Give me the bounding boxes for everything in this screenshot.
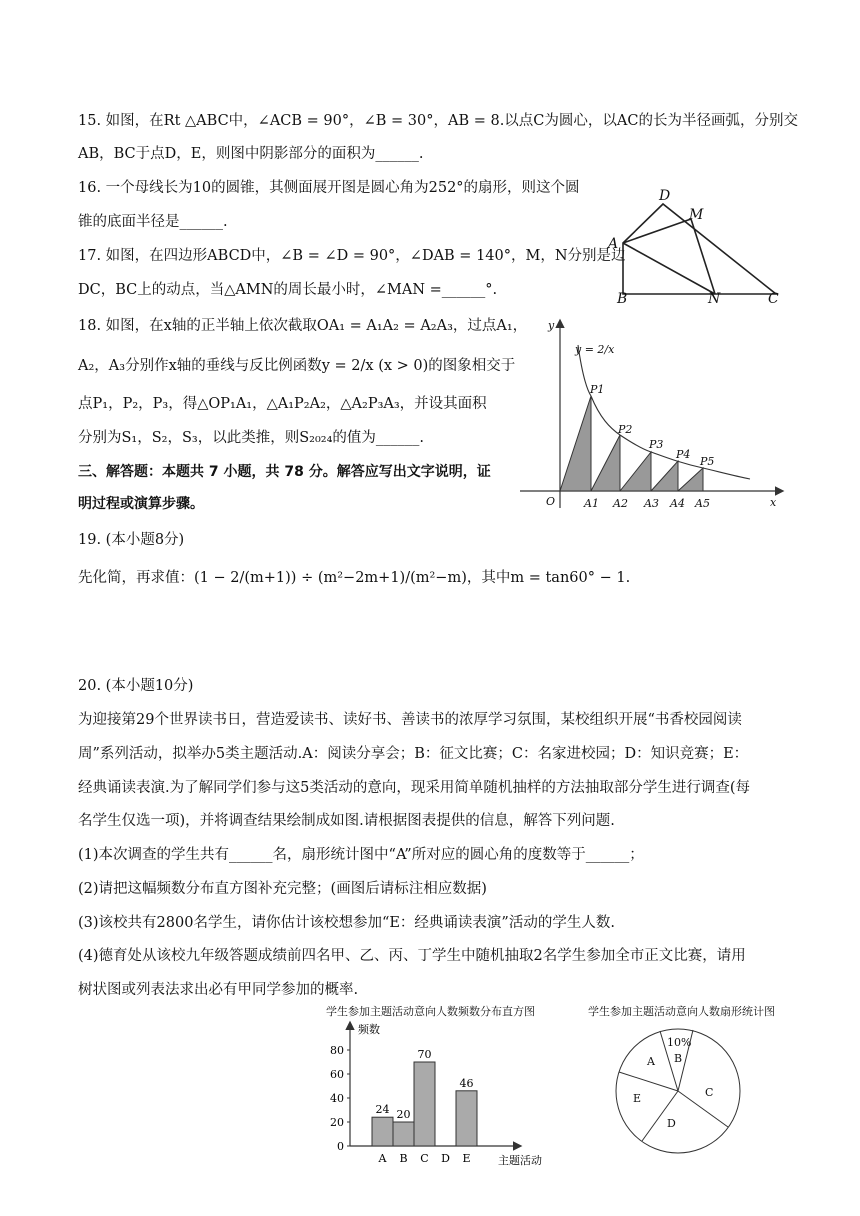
label-D: D bbox=[659, 188, 671, 204]
histogram-ytick-label: 40 bbox=[330, 1092, 344, 1105]
q20-s3: (3)该校共有2800名学生，请你估计该校想参加“E：经典诵读表演”活动的学生人数. bbox=[78, 915, 615, 931]
q18-line2: A₂，A₃分别作x轴的垂线与反比例函数y = 2/x (x > 0)的图象相交于 bbox=[78, 358, 516, 374]
pie-label-E: E bbox=[633, 1092, 642, 1105]
q15-line2: AB，BC于点D，E，则图中阴影部分的面积为______. bbox=[78, 146, 424, 162]
point-label-P3: P3 bbox=[649, 438, 664, 451]
q20-p4: 名学生仅选一项)，并将调查结果绘制成如图.请根据图表提供的信息，解答下列问题. bbox=[78, 813, 615, 829]
histogram-xtick-label: E bbox=[462, 1152, 471, 1165]
label-N: N bbox=[708, 291, 721, 306]
histogram-ytick-label: 60 bbox=[330, 1068, 344, 1081]
q18-line4: 分别为S₁，S₂，S₃，以此类推，则S₂₀₂₄的值为______. bbox=[78, 430, 425, 446]
foot-label-A5: A5 bbox=[695, 497, 710, 510]
q20-s4: (4)德育处从该校九年级答题成绩前四名甲、乙、丙、丁学生中随机抽取2名学生参加全市正文比赛，请用 bbox=[78, 948, 746, 964]
foot-label-A2: A2 bbox=[613, 497, 628, 510]
pie-label-B: B bbox=[674, 1052, 683, 1065]
q20-s5: 树状图或列表法求出必有甲同学参加的概率. bbox=[78, 982, 359, 998]
q15-line1: 15. 如图，在Rt △ABC中，∠ACB = 90°，∠B = 30°，AB = 8.以点C为圆心，以AC的长为半径画弧，分别交 bbox=[78, 113, 798, 129]
point-label-P2: P2 bbox=[618, 423, 633, 436]
histogram-ytick-label: 0 bbox=[337, 1140, 344, 1153]
label-M: M bbox=[689, 207, 704, 223]
histogram-ytick-label: 80 bbox=[330, 1044, 344, 1057]
histogram-ylabel: 频数 bbox=[358, 1023, 380, 1036]
quadrilateral-figure bbox=[605, 182, 790, 306]
inverse-function-figure bbox=[520, 313, 790, 518]
histogram-bar bbox=[456, 1091, 477, 1146]
q20-s2: (2)请把这幅频数分布直方图补充完整；(画图后请标注相应数据) bbox=[78, 881, 487, 897]
point-label-P4: P4 bbox=[676, 448, 691, 461]
q20-p1: 为迎接第29个世界读书日，营造爱读书、读好书、善读书的浓厚学习氛围，某校组织开展“书香校园阅读 bbox=[78, 712, 742, 728]
pie-title: 学生参加主题活动意向人数扇形统计图 bbox=[588, 1005, 775, 1018]
q16-line2: 锥的底面半径是______. bbox=[78, 214, 228, 230]
pie-annotation-10pct: 10% bbox=[667, 1036, 692, 1049]
histogram-bar-value: 70 bbox=[417, 1048, 432, 1061]
point-label-P5: P5 bbox=[700, 455, 715, 468]
foot-label-A1: A1 bbox=[584, 497, 599, 510]
section3-line2: 明过程或演算步骤。 bbox=[78, 496, 204, 512]
histogram-xtick-label: B bbox=[399, 1152, 408, 1165]
point-label-P1: P1 bbox=[590, 383, 605, 396]
foot-label-A3: A3 bbox=[644, 497, 659, 510]
histogram-title: 学生参加主题活动意向人数频数分布直方图 bbox=[326, 1005, 535, 1018]
histogram-bar bbox=[372, 1117, 393, 1146]
histogram-bar bbox=[414, 1062, 435, 1146]
histogram-bar bbox=[393, 1122, 414, 1146]
q20-s1: (1)本次调查的学生共有______名，扇形统计图中“A”所对应的圆心角的度数等于______； bbox=[78, 847, 644, 863]
pie-label-D: D bbox=[667, 1117, 676, 1130]
label-C: C bbox=[768, 291, 779, 306]
q17-line2: DC，BC上的动点，当△AMN的周长最小时，∠MAN =______°. bbox=[78, 282, 498, 298]
histogram-ytick-label: 20 bbox=[330, 1116, 344, 1129]
pie-label-C: C bbox=[705, 1086, 714, 1099]
q18-line1: 18. 如图，在x轴的正半轴上依次截取OA₁ = A₁A₂ = A₂A₃，过点A₁， bbox=[78, 318, 528, 334]
q20-head: 20. (本小题10分) bbox=[78, 678, 194, 694]
histogram-bar-value: 24 bbox=[375, 1103, 390, 1117]
section3-line1: 三、解答题：本题共 7 小题，共 78 分。解答应写出文字说明，证 bbox=[78, 464, 491, 480]
histogram-bar-value: 46 bbox=[459, 1076, 474, 1090]
pie-label-A: A bbox=[647, 1055, 655, 1068]
histogram-xtick-label: C bbox=[420, 1152, 429, 1165]
x-axis-label: x bbox=[770, 496, 777, 509]
histogram-chart bbox=[330, 1018, 560, 1168]
label-B: B bbox=[617, 291, 628, 306]
curve-label: y = 2/x bbox=[575, 343, 615, 356]
q16-line1: 16. 一个母线长为10的圆锥，其侧面展开图是圆心角为252°的扇形，则这个圆 bbox=[78, 180, 580, 196]
q20-p2: 周”系列活动，拟举办5类主题活动.A：阅读分享会；B：征文比赛；C：名家进校园；D：知识竞赛；E： bbox=[78, 746, 749, 762]
origin-label: O bbox=[546, 495, 556, 508]
histogram-xlabel: 主题活动 bbox=[498, 1154, 542, 1167]
q18-line3: 点P₁，P₂，P₃，得△OP₁A₁，△A₁P₂A₂，△A₂P₃A₃，并设其面积 bbox=[78, 396, 487, 412]
q19-body: 先化简，再求值：(1 − 2/(m+1)) ÷ (m²−2m+1)/(m²−m)，其中m = tan60° − 1. bbox=[78, 570, 631, 586]
q19-head: 19. (本小题8分) bbox=[78, 532, 185, 548]
foot-label-A4: A4 bbox=[670, 497, 685, 510]
q20-p3: 经典诵读表演.为了解同学们参与这5类活动的意向，现采用简单随机抽样的方法抽取部分学生进行调查(每 bbox=[78, 780, 750, 796]
label-A: A bbox=[608, 236, 619, 252]
histogram-xtick-label: A bbox=[378, 1152, 387, 1165]
q17-line1: 17. 如图，在四边形ABCD中，∠B = ∠D = 90°，∠DAB = 140°，M，N分别是边 bbox=[78, 248, 626, 264]
y-axis-label: y bbox=[548, 319, 555, 332]
histogram-xtick-label: D bbox=[441, 1152, 450, 1165]
histogram-bar-value: 20 bbox=[396, 1108, 411, 1121]
pie-chart bbox=[615, 1022, 765, 1172]
